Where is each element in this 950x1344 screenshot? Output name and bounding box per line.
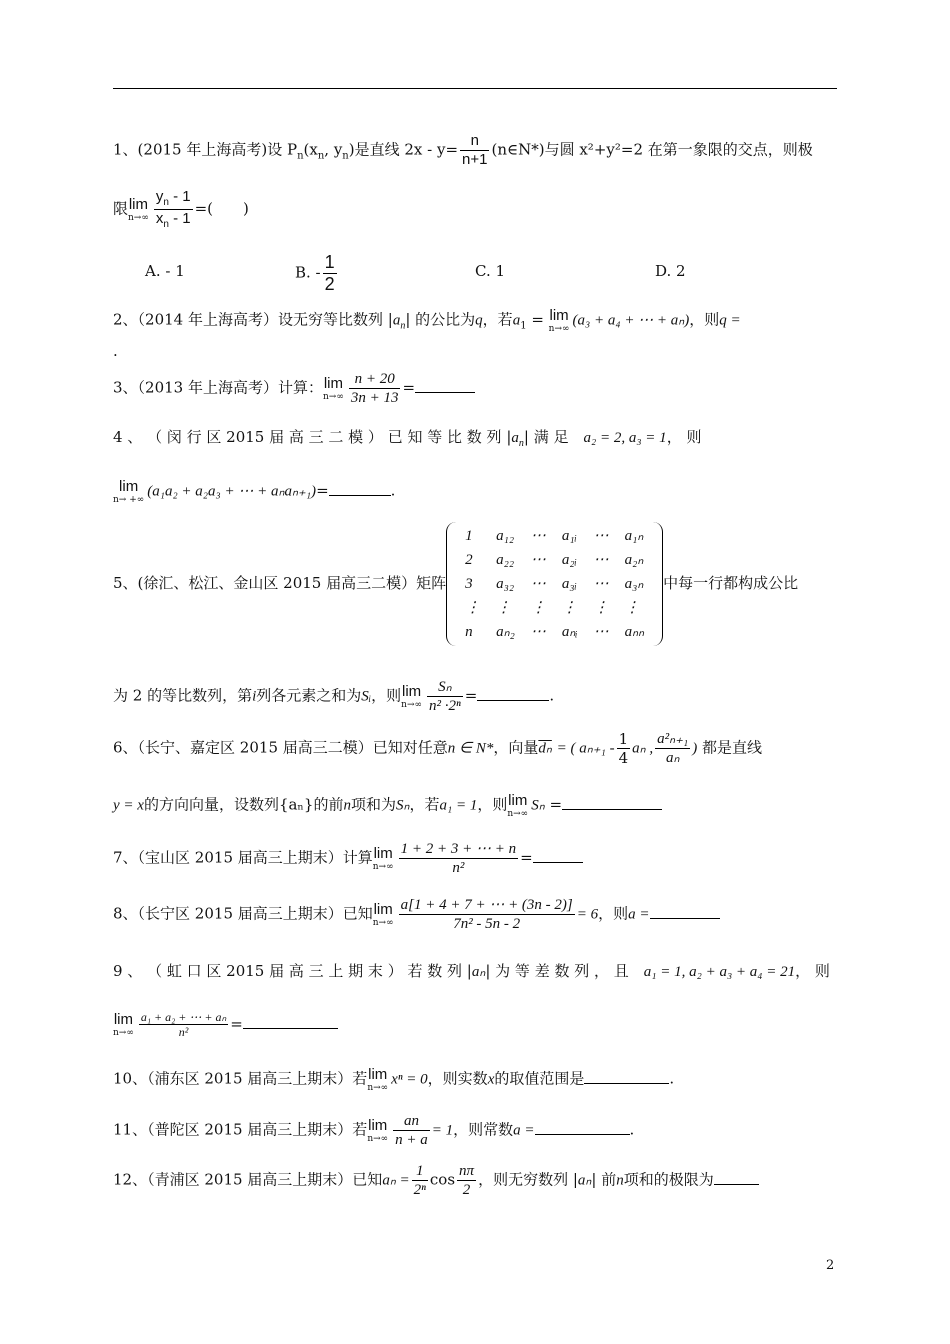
matrix-cell: ⋯ <box>530 528 546 544</box>
matrix-cell: ⋯ <box>530 624 546 640</box>
lim-subscript: n→∞ <box>401 700 423 710</box>
q6-eq: = <box>549 795 563 814</box>
question-6-line2 <box>113 792 837 819</box>
q10-x: x <box>487 1071 495 1088</box>
question-4-line2 <box>113 478 837 505</box>
q12-frac2-den: 2 <box>462 1182 471 1198</box>
q3-eq: = <box>402 378 416 397</box>
q7-fraction <box>399 840 519 877</box>
q12-text: ，则无穷数列 <box>478 1170 569 1189</box>
q9-limit: lim n→∞ <box>113 1011 134 1039</box>
q6-expr: = ( aₙ₊₁ - <box>556 740 615 757</box>
q2-text: ，则 <box>689 310 720 329</box>
q10-lim-expr: xⁿ = 0 <box>391 1071 428 1088</box>
q1-text: 限 <box>113 199 129 218</box>
q6-answer-blank[interactable] <box>562 809 662 810</box>
q1-lim-num-var: y <box>155 188 164 205</box>
q12-text: 项和的极限为 <box>623 1170 714 1189</box>
q6-text: 项和为 <box>350 795 396 814</box>
q4-limit: lim n→ +∞ <box>113 478 145 505</box>
q6-frac2-den: aₙ <box>665 750 680 766</box>
q1-text: 1、(2015 年上海高考)设 P <box>113 140 298 159</box>
matrix-cell: 2 <box>465 552 473 568</box>
q6-cond: n ∈ N* <box>447 740 494 757</box>
matrix-cell: aₙᵢ <box>561 624 578 640</box>
question-7 <box>113 840 837 877</box>
q8-fraction <box>399 896 575 933</box>
q1-lim-num <box>154 188 193 210</box>
matrix-cell: ⋯ <box>530 576 546 592</box>
q1-lim-den <box>154 210 193 231</box>
q5-answer-blank[interactable] <box>477 700 549 701</box>
q6-a1: a₁ = 1 <box>439 797 478 814</box>
q9-fraction <box>139 1010 228 1040</box>
q1-lim-num-tail: - 1 <box>168 188 191 205</box>
q5-text: 为 2 的等比数列，第 <box>113 686 253 705</box>
matrix-cell: ⋮ <box>465 600 481 616</box>
q6-text: ，则 <box>477 795 508 814</box>
q5-matrix <box>446 522 663 646</box>
matrix-cell: ⋮ <box>593 600 609 616</box>
q6-lim-expr: Sₙ <box>531 797 545 814</box>
q1-text: (x <box>303 140 318 159</box>
q1-option-b-label: B. - <box>295 263 321 282</box>
q3-answer-blank[interactable] <box>415 392 475 393</box>
q5-num: Sₙ <box>427 678 463 697</box>
q11-text: ，则常数 <box>453 1120 514 1139</box>
question-8 <box>113 896 837 933</box>
q12-text: 12、（青浦区 2015 届高三上期末）已知 <box>113 1170 383 1189</box>
q9-text: ， 则 <box>795 962 830 980</box>
lim-subscript: n→∞ <box>367 1134 389 1144</box>
question-2: 2、（2014 年上海高考）设无穷等比数列 $|a_n|$ 的公比为q，若$a_1$ = lim n→∞ (a₃ + a₄ + ⋯ + aₙ)，则q = <box>113 307 741 334</box>
matrix-cell: ⋯ <box>593 576 609 592</box>
matrix-cell: a₂₂ <box>496 552 515 568</box>
q3-fraction <box>349 370 401 407</box>
question-11 <box>113 1112 837 1149</box>
question-5-line2 <box>113 678 837 715</box>
lim-label: lim <box>128 196 149 213</box>
q4-text: 满 足 <box>533 428 569 446</box>
matrix-cell: a₂ₙ <box>624 552 644 568</box>
q12-cos: cos <box>429 1170 456 1189</box>
q2-a1: a <box>512 312 521 329</box>
q11-a: a = <box>513 1122 535 1139</box>
lim-subscript: n→∞ <box>372 918 394 928</box>
q1-option-b-den: 2 <box>324 274 335 294</box>
q4-cond: a₂ = 2, a₃ = 1 <box>583 430 667 446</box>
q6-frac-den: 4 <box>618 749 629 767</box>
q2-q: q <box>475 312 483 329</box>
q12-fraction-2 <box>457 1162 476 1199</box>
q1-limit <box>128 196 149 223</box>
matrix-cell: a₃ᵢ <box>561 576 577 592</box>
q7-den: n² <box>452 860 465 876</box>
q4-text: ， 则 <box>666 428 702 446</box>
q11-limit: lim n→∞ <box>367 1117 389 1144</box>
question-10 <box>113 1066 837 1093</box>
q7-answer-blank[interactable] <box>533 862 583 863</box>
matrix-cell: ⋮ <box>561 600 577 616</box>
matrix-cell: ⋮ <box>624 600 640 616</box>
q4-text: 4 、 （ 闵 行 区 2015 届 高 三 二 模 ） 已 知 等 比 数 列 <box>113 428 502 446</box>
q2-eq: q = <box>719 312 741 329</box>
q2-limit: lim n→∞ <box>548 307 570 334</box>
q6-text: ，若 <box>409 795 440 814</box>
q2-text: ，若 <box>482 310 513 329</box>
matrix-cell: a₃₂ <box>496 576 515 592</box>
lim-subscript: n→∞ <box>372 862 394 872</box>
q6-frac-num: 1 <box>618 730 629 748</box>
q5-i: i <box>252 688 257 705</box>
q8-text: 8、（长宁区 2015 届高三上期末）已知 <box>113 904 373 923</box>
q9-text: 9 、 （ 虹 口 区 2015 届 高 三 上 期 末 ） 若 数 列 <box>113 962 463 980</box>
q6-sn: Sₙ <box>395 797 410 814</box>
question-12: 12、（青浦区 2015 届高三上期末）已知aₙ = $\frac{1}{\text{2ⁿ}}$ cos $\frac{n\pi}{2}$ ，则无穷数列 |aₙ| 前n项和的极限为 <box>113 1162 837 1199</box>
q10-answer-blank[interactable] <box>584 1083 669 1084</box>
q11-den: n + a <box>395 1132 428 1148</box>
q10-text: 10、（浦东区 2015 届高三上期末）若 <box>113 1069 368 1088</box>
q5-text: 5、(徐汇、松江、金山区 2015 届高三二模）矩阵 <box>113 574 447 592</box>
q1-lim-den-var: x <box>155 210 164 227</box>
q10-text: ，则实数 <box>427 1069 488 1088</box>
q2-seq: a <box>392 312 401 329</box>
q5-text: ，则 <box>371 686 402 705</box>
q9-answer-blank[interactable] <box>243 1028 338 1029</box>
q11-answer-blank[interactable] <box>535 1134 630 1135</box>
matrix-cell: a₂ᵢ <box>561 552 577 568</box>
question-5 <box>113 522 837 646</box>
q8-den: 7n² - 5n - 2 <box>453 916 521 932</box>
q5-fraction <box>427 678 463 715</box>
matrix-cell: n <box>465 624 473 640</box>
q6-expr: aₙ , <box>632 740 654 757</box>
q7-text: 7、（宝山区 2015 届高三上期末）计算 <box>113 848 373 867</box>
q6-text: 都是直线 <box>702 738 763 757</box>
q6-text: 6、（长宁、嘉定区 2015 届高三二模）已知对任意 <box>113 738 448 757</box>
matrix-cell: aₙ₂ <box>496 624 515 640</box>
q4-dot: . <box>390 481 396 500</box>
matrix-cell: ⋯ <box>530 552 546 568</box>
q4-answer-blank[interactable] <box>329 495 391 496</box>
matrix-cell: ⋮ <box>496 600 512 616</box>
q12-seq: aₙ <box>577 1172 592 1189</box>
matrix-cell: ⋮ <box>530 600 546 616</box>
q3-num: n + 20 <box>349 370 401 389</box>
q10-limit: lim n→∞ <box>367 1066 389 1093</box>
lim-subscript: n→∞ <box>128 213 149 223</box>
q8-num: a[1 + 4 + 7 + ⋯ + (3n - 2)] <box>400 897 573 913</box>
q1-option-a: A. - 1 <box>145 262 185 280</box>
question-4: 4 、 （ 闵 行 区 2015 届 高 三 二 模 ） 已 知 等 比 数 列 $|a_n|$ 满 足 a₂ = 2, a₃ = 1， 则 <box>113 428 702 449</box>
q1-option-b-fraction <box>323 252 337 295</box>
question-1: 1、(2015 年上海高考)设 $P_n(x_n$, $y_n$)是直线 2x - y= $\frac{n}{n+1}$ (n∈N*)与圆 x²+y²=2 在第一象限的交点，则极 <box>113 132 813 168</box>
q2-dot: . <box>113 342 118 360</box>
q1-fraction <box>460 132 489 169</box>
q1-frac-den: n+1 <box>462 151 488 168</box>
matrix-cell: ⋯ <box>593 528 609 544</box>
question-3 <box>113 370 837 407</box>
q4-expr: (a₁a₂ + a₂a₃ + ⋯ + aₙaₙ₊₁) <box>147 483 317 500</box>
q11-num: an <box>393 1112 430 1131</box>
q1-option-b-num: 1 <box>324 252 335 272</box>
q10-text: 的取值范围是 <box>494 1069 585 1088</box>
q6-limit: lim n→∞ <box>507 792 529 819</box>
q11-eq: = 1 <box>431 1122 454 1139</box>
matrix-cell: a₁ₙ <box>624 528 644 544</box>
q1-frac-num: n <box>460 132 489 151</box>
q9-eq: = <box>230 1014 243 1033</box>
q6-line-eq: y = x <box>113 797 144 814</box>
question-1-line2 <box>113 188 837 231</box>
q2-expr: (a₃ + a₄ + ⋯ + aₙ) <box>572 312 690 329</box>
q5-limit: lim n→∞ <box>401 683 423 710</box>
q12-frac-den: 2ⁿ <box>413 1182 426 1198</box>
q8-limit: lim n→∞ <box>372 901 394 928</box>
q1-lim-den-tail: - 1 <box>168 210 191 227</box>
q12-text: 前 <box>601 1170 617 1189</box>
q3-den: 3n + 13 <box>350 390 399 406</box>
question-9-line2 <box>113 1010 837 1040</box>
matrix-cell: ⋯ <box>593 552 609 568</box>
matrix-cell: a₁ᵢ <box>561 528 577 544</box>
q12-an: aₙ = <box>382 1172 410 1189</box>
q6-n: n <box>343 797 351 814</box>
q1-tail: =( ) <box>194 199 249 218</box>
lim-subscript: n→ +∞ <box>113 495 145 505</box>
matrix-cell: ⋯ <box>593 624 609 640</box>
q12-answer-blank[interactable] <box>714 1184 759 1185</box>
q11-dot: . <box>629 1120 635 1139</box>
q1-text: (n∈N*)与圆 x²+y²=2 在第一象限的交点，则极 <box>491 140 813 159</box>
q9-num: a₁ + a₂ + ⋯ + aₙ <box>140 1010 227 1024</box>
page-number: 2 <box>826 1258 835 1273</box>
q5-text: 中每一行都构成公比 <box>663 574 799 592</box>
q1-option-d: D. 2 <box>655 262 686 280</box>
q7-limit: lim n→∞ <box>372 845 394 872</box>
q9-cond: a₁ = 1, a₂ + a₃ + a₄ = 21 <box>643 964 796 980</box>
q11-text: 11、（普陀区 2015 届高三上期末）若 <box>113 1120 368 1139</box>
q6-fraction <box>617 730 631 767</box>
q6-text: ，向量 <box>493 738 539 757</box>
q1-limit-fraction <box>154 188 193 231</box>
lim-subscript: n→∞ <box>507 809 529 819</box>
q8-a: a = <box>628 906 650 923</box>
question-9: 9 、 （ 虹 口 区 2015 届 高 三 上 期 末 ） 若 数 列 |aₙ| 为 等 差 数 列 ， 且 a₁ = 1, a₂ + a₃ + a₄ = 21， 则 <box>113 962 830 980</box>
q8-eq: = 6 <box>576 906 599 923</box>
q12-n: n <box>616 1172 624 1189</box>
q5-si: Sᵢ <box>361 688 372 705</box>
q1-lim-den-sub: n <box>163 219 169 230</box>
q4-eq: = <box>316 481 329 500</box>
q9-text: 为 等 差 数 列 ， 且 <box>495 962 629 980</box>
q5-eq: = <box>464 686 478 705</box>
q6-fraction-2 <box>655 730 690 767</box>
q1-option-c: C. 1 <box>475 262 506 280</box>
q12-fraction <box>412 1162 428 1199</box>
q5-dot: . <box>549 686 555 705</box>
q3-text: 3、（2013 年上海高考）计算： <box>113 378 323 397</box>
q9-den: n² <box>178 1025 189 1040</box>
lim-subscript: n→∞ <box>548 324 570 334</box>
q1-lim-num-sub: n <box>163 197 169 208</box>
question-6: 6、（长宁、嘉定区 2015 届高三二模）已知对任意n ∈ N*，向量$\overline{d_n}$ = ( aₙ₊₁ - $\frac{1}{4}$ aₙ , $\frac{\text{a²ₙ₊₁}}{\text{aₙ}}$ ) 都是直线 <box>113 730 763 767</box>
matrix-cell: a₁₂ <box>496 528 515 544</box>
matrix-cell: 1 <box>465 528 473 544</box>
matrix-cell: 3 <box>465 576 473 592</box>
matrix-cell: aₙₙ <box>624 624 645 640</box>
q6-vector: $\overline{d_n}$ <box>538 740 552 757</box>
q8-text: ，则 <box>598 904 629 923</box>
q6-text: 的方向向量，设数列{aₙ}的前 <box>143 795 344 814</box>
q1-text: )是直线 2x - y= <box>348 140 459 159</box>
q12-frac-num: 1 <box>412 1162 428 1181</box>
q7-eq: = <box>520 848 533 867</box>
q5-text: 列各元素之和为 <box>256 686 362 705</box>
matrix-cell: a₃ₙ <box>624 576 644 592</box>
q10-dot: . <box>669 1069 675 1088</box>
q2-text: 的公比为 <box>415 310 476 329</box>
q6-frac2-num: a²ₙ₊₁ <box>657 731 689 747</box>
q11-fraction <box>393 1112 430 1149</box>
q2-text: 2、（2014 年上海高考）设无穷等比数列 <box>113 310 383 329</box>
q5-den: n² ·2ⁿ <box>429 698 461 714</box>
q3-limit: lim n→∞ <box>323 375 344 402</box>
header-rule <box>113 88 837 89</box>
q7-num: 1 + 2 + 3 + ⋯ + n <box>400 841 517 857</box>
q12-frac2-num: nπ <box>459 1163 475 1179</box>
q9-seq: aₙ <box>471 964 486 980</box>
lim-subscript: n→∞ <box>113 1028 134 1039</box>
q8-answer-blank[interactable] <box>650 918 720 919</box>
lim-subscript: n→∞ <box>367 1083 389 1093</box>
q1-text: , y <box>324 140 343 159</box>
q1-option-b <box>295 252 339 295</box>
